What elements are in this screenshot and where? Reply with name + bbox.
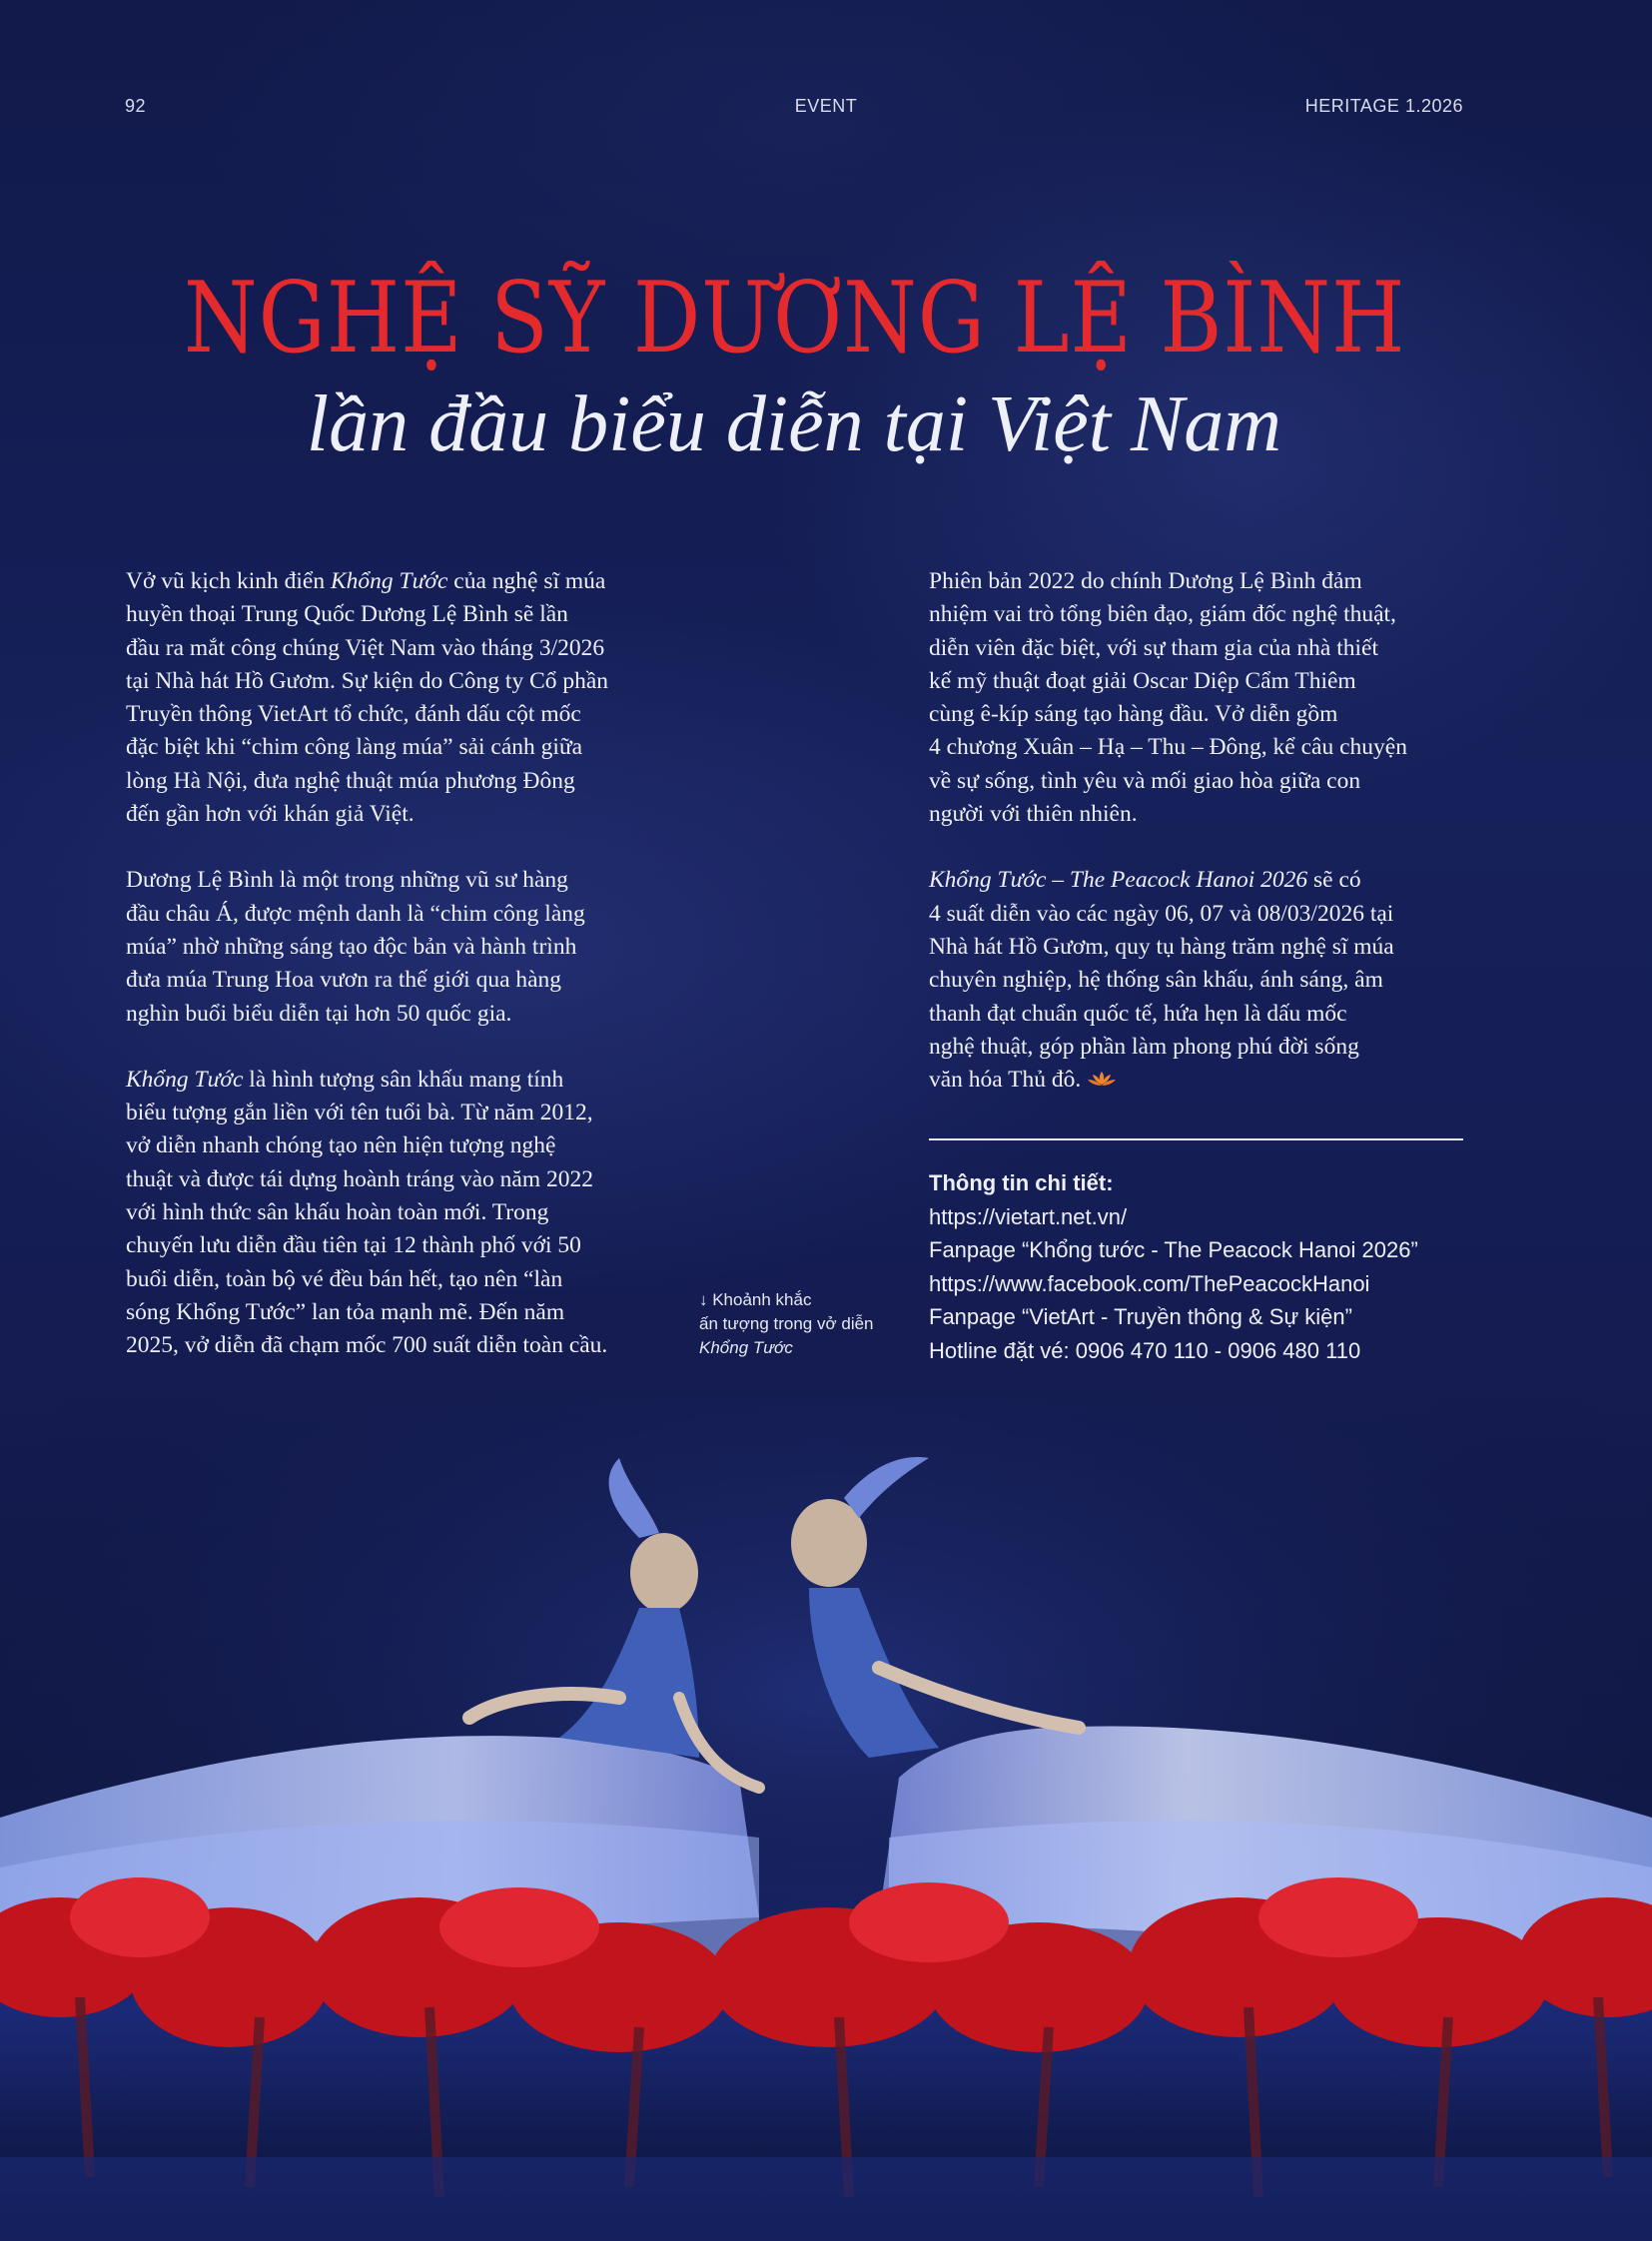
article-title: NGHỆ SỸ DƯƠNG LỆ BÌNH: [183, 262, 1406, 375]
lotus-icon: [1087, 1065, 1117, 1098]
info-title: Thông tin chi tiết:: [929, 1170, 1114, 1195]
paragraph-3: Khổng Tước là hình tượng sân khấu mang tính biểu tượng gắn liền với tên tuổi bà. Từ năm 2012, vở diễn nhanh chóng tạo nên hiện tượng nghệ thuật và được tái dựng hoành tráng vào năm 2022 với hình thức sân khấu hoàn toàn mới. Trong chuyến lưu diễn đầu tiên tại 12 thành phố với 50 buổi diễn, toàn bộ vé đều bán hết, tạo nên “làn sóng Khổng Tước” lan tỏa mạnh mẽ. Đến năm 2025, vở diễn đã chạm mốc 700 suất diễn toàn cầu.: [126, 1066, 608, 1359]
work-title: Khổng Tước: [330, 568, 448, 594]
paragraph-2: Dương Lệ Bình là một trong những vũ sư hàng đầu châu Á, được mệnh danh là “chim công làng múa” nhờ những sáng tạo độc bản và hành trình đưa múa Trung Hoa vươn ra thế giới qua hàng nghìn buổi biểu diễn tại hơn 50 quốc gia.: [126, 867, 585, 1027]
photo-caption: ↓ Khoảnh khắc ấn tượng trong vở diễn Khổng Tước: [699, 1290, 874, 1357]
work-title: Khổng Tước: [126, 1066, 244, 1093]
right-column: [929, 565, 1468, 1130]
left-column: [126, 565, 670, 1396]
paragraph-4: Phiên bản 2022 do chính Dương Lệ Bình đảm nhiệm vai trò tổng biên đạo, giám đốc nghệ thuật, diễn viên đặc biệt, với sự tham gia của nhà thiết kế mỹ thuật đoạt giải Oscar Diệp Cẩm Thiêm cùng ê-kíp sáng tạo hàng đầu. Vở diễn gồm 4 chương Xuân – Hạ – Thu – Đông, kể câu chuyện về sự sống, tình yêu và mối giao hòa giữa con người với thiên nhiên.: [929, 568, 1407, 828]
event-title: Khổng Tước – The Peacock Hanoi 2026: [929, 867, 1308, 894]
website-link[interactable]: https://vietart.net.vn/: [929, 1203, 1128, 1229]
info-box: [929, 1166, 1488, 1367]
stage-photo: [0, 1398, 1652, 2241]
divider: [929, 1138, 1463, 1140]
article-subtitle: lần đầu biểu diễn tại Việt Nam: [306, 380, 1282, 468]
fanpage-name: Fanpage “Khổng tước - The Peacock Hanoi 2026”: [929, 1237, 1418, 1262]
paragraph-1: Vở vũ kịch kinh điển Khổng Tước của nghệ sĩ múa huyền thoại Trung Quốc Dương Lệ Bình sẽ lần đầu ra mắt công chúng Việt Nam vào tháng 3/2026 tại Nhà hát Hồ Gươm. Sự kiện do Công ty Cổ phần Truyền thông VietArt tổ chức, đánh dấu cột mốc đặc biệt khi “chim công làng múa” sải cánh giữa lòng Hà Nội, đưa nghệ thuật múa phương Đông đến gần hơn với khán giả Việt.: [126, 568, 609, 828]
section-label: EVENT: [794, 96, 858, 116]
fanpage-name-2: Fanpage “VietArt - Truyền thông & Sự kiện”: [929, 1304, 1352, 1329]
fanpage-link[interactable]: https://www.facebook.com/ThePeacockHanoi: [929, 1270, 1370, 1296]
issue-label: HERITAGE 1.2026: [1304, 96, 1463, 116]
paragraph-5: Khổng Tước – The Peacock Hanoi 2026 sẽ có 4 suất diễn vào các ngày 06, 07 và 08/03/2026 tại Nhà hát Hồ Gươm, quy tụ hàng trăm nghệ sĩ múa chuyên nghiệp, hệ thống sân khấu, ánh sáng, âm thanh đạt chuẩn quốc tế, hứa hẹn là dấu mốc nghệ thuật, góp phần làm phong phú đời sống văn hóa Thủ đô.: [929, 864, 1468, 1098]
page-number: 92: [125, 96, 147, 116]
hotline: Hotline đặt vé: 0906 470 110 - 0906 480 110: [929, 1337, 1361, 1363]
